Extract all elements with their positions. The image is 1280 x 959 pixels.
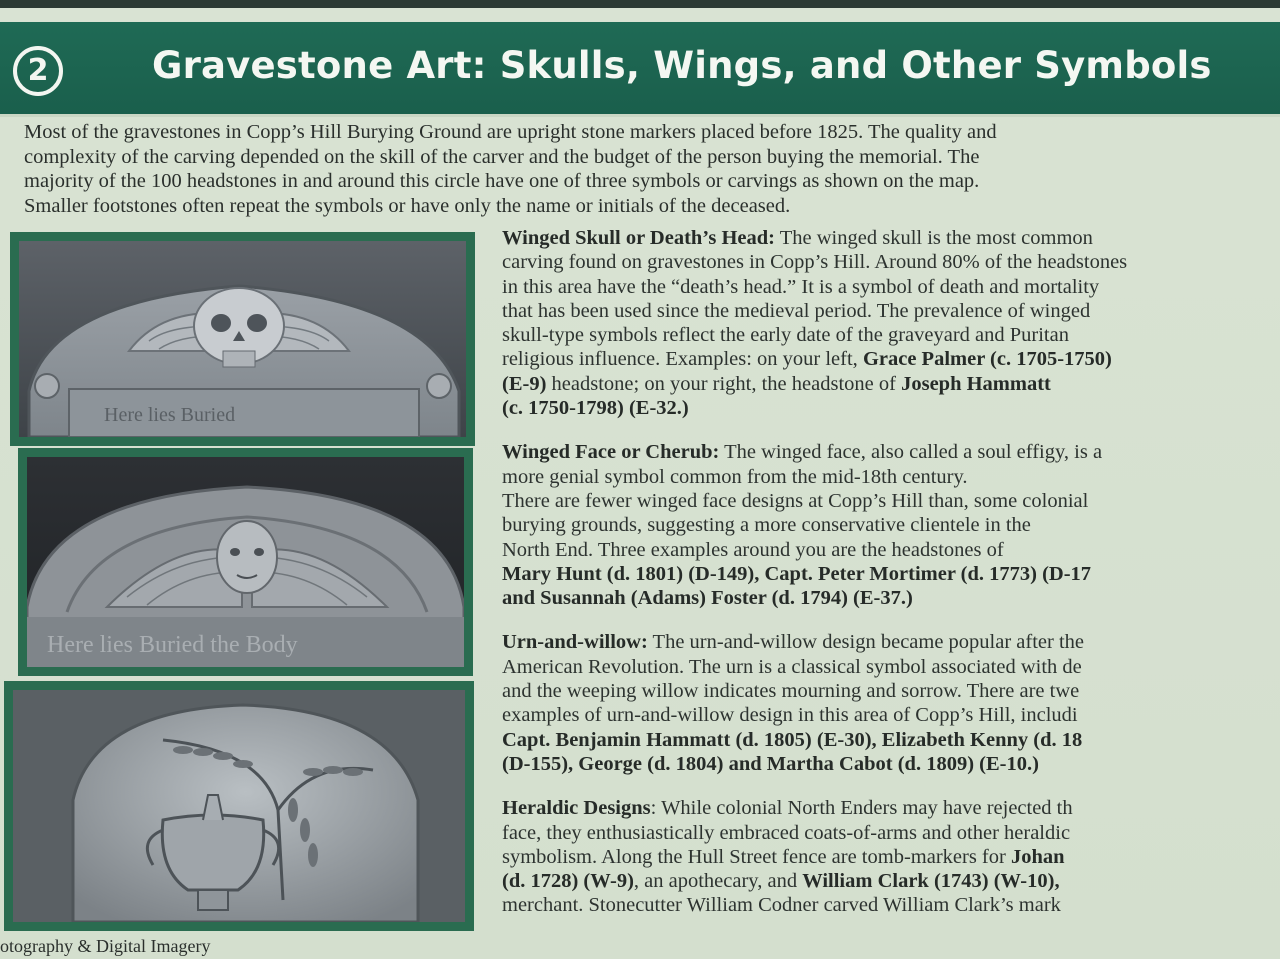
section-line: (E-9) headstone; on your right, the headstone of Joseph Hammatt — [502, 372, 1051, 395]
skull-stone-inscription: Here lies Buried — [104, 404, 236, 426]
winged-cherub-illustration — [27, 457, 464, 667]
section-line: skull-type symbols reflect the early date of the graveyard and Puritan — [502, 324, 1069, 347]
section-line: Mary Hunt (d. 1801) (D-149), Capt. Peter Mortimer (d. 1773) (D-17 — [502, 562, 1092, 585]
sign-title: Gravestone Art: Skulls, Wings, and Other Symbols — [152, 44, 1212, 87]
section-line: Heraldic Designs: While colonial North Enders may have rejected th — [502, 797, 1073, 820]
section-line: more genial symbol common from the mid-18th century. — [502, 465, 968, 488]
photo-credit: otography & Digital Imagery — [0, 936, 211, 956]
section-line: Urn-and-willow: The urn-and-willow design became popular after the — [502, 631, 1085, 654]
section-line: and the weeping willow indicates mourning and sorrow. There are twe — [502, 680, 1080, 703]
stop-number-badge: 2 — [13, 46, 63, 96]
section-heading: Urn-and-willow: — [502, 631, 648, 654]
section-line: face, they enthusiastically embraced coats-of-arms and other heraldic — [502, 821, 1071, 844]
winged-skull-photo — [10, 232, 475, 446]
section-line: carving found on gravestones in Copp’s Hill. Around 80% of the headstones — [502, 251, 1128, 274]
urn-and-willow-illustration — [13, 690, 465, 922]
section-heading: Heraldic Designs — [502, 797, 651, 820]
section-winged-face — [502, 440, 1280, 610]
urn-and-willow-photo — [4, 681, 474, 931]
sign-header — [0, 22, 1280, 117]
section-urn-and-willow — [502, 630, 1280, 776]
section-line: Winged Face or Cherub: The winged face, also called a soul effigy, is a — [502, 441, 1103, 464]
section-line: There are fewer winged face designs at Copp’s Hill than, some colonial — [502, 489, 1089, 512]
winged-skull-illustration — [19, 241, 466, 437]
intro-line: Smaller footstones often repeat the symbols or have only the name or initials of the deceased. — [24, 194, 791, 217]
winged-cherub-photo — [18, 448, 473, 676]
intro-line: Most of the gravestones in Copp’s Hill Burying Ground are upright stone markers placed before 1825. The quality and — [24, 121, 997, 143]
cherub-stone-inscription: Here lies Buried the Body — [47, 632, 298, 658]
section-line: that has been used since the medieval period. The prevalence of winged — [502, 299, 1091, 322]
symbol-descriptions — [502, 226, 1280, 938]
section-heading: Winged Skull or Death’s Head: — [502, 227, 775, 249]
section-heading: Winged Face or Cherub: — [502, 441, 720, 464]
section-winged-skull — [502, 226, 1280, 420]
section-line: and Susannah (Adams) Foster (d. 1794) (E-37.) — [502, 587, 913, 610]
intro-line: majority of the 100 headstones in and around this circle have one of three symbols or carvings as shown on the map. — [24, 170, 980, 192]
section-heraldic-designs — [502, 796, 1280, 917]
section-line: symbolism. Along the Hull Street fence are tomb-markers for Johan — [502, 845, 1065, 868]
section-line: in this area have the “death’s head.” It is a symbol of death and mortality — [502, 275, 1100, 298]
section-line: merchant. Stonecutter William Codner carved William Clark’s mark — [502, 894, 1061, 917]
section-line: Capt. Benjamin Hammatt (d. 1805) (E-30), Elizabeth Kenny (d. 18 — [502, 728, 1083, 751]
section-line: (D-155), George (d. 1804) and Martha Cabot (d. 1809) (E-10.) — [502, 752, 1039, 775]
section-line: burying grounds, suggesting a more conservative clientele in the — [502, 514, 1031, 537]
intro-paragraph — [24, 120, 1269, 218]
section-line: Winged Skull or Death’s Head: The winged skull is the most common — [502, 227, 1093, 249]
section-line: (c. 1750-1798) (E-32.) — [502, 397, 689, 420]
section-line: American Revolution. The urn is a classical symbol associated with de — [502, 655, 1082, 678]
section-line: examples of urn-and-willow design in this area of Copp’s Hill, includi — [502, 704, 1078, 727]
section-line: North End. Three examples around you are the headstones of — [502, 538, 1004, 561]
intro-line: complexity of the carving depended on the skill of the carver and the budget of the person buying the memorial. The — [24, 145, 980, 168]
section-line: (d. 1728) (W-9), an apothecary, and William Clark (1743) (W-10), — [502, 870, 1060, 893]
section-line: religious influence. Examples: on your left, Grace Palmer (c. 1705-1750) — [502, 348, 1112, 371]
